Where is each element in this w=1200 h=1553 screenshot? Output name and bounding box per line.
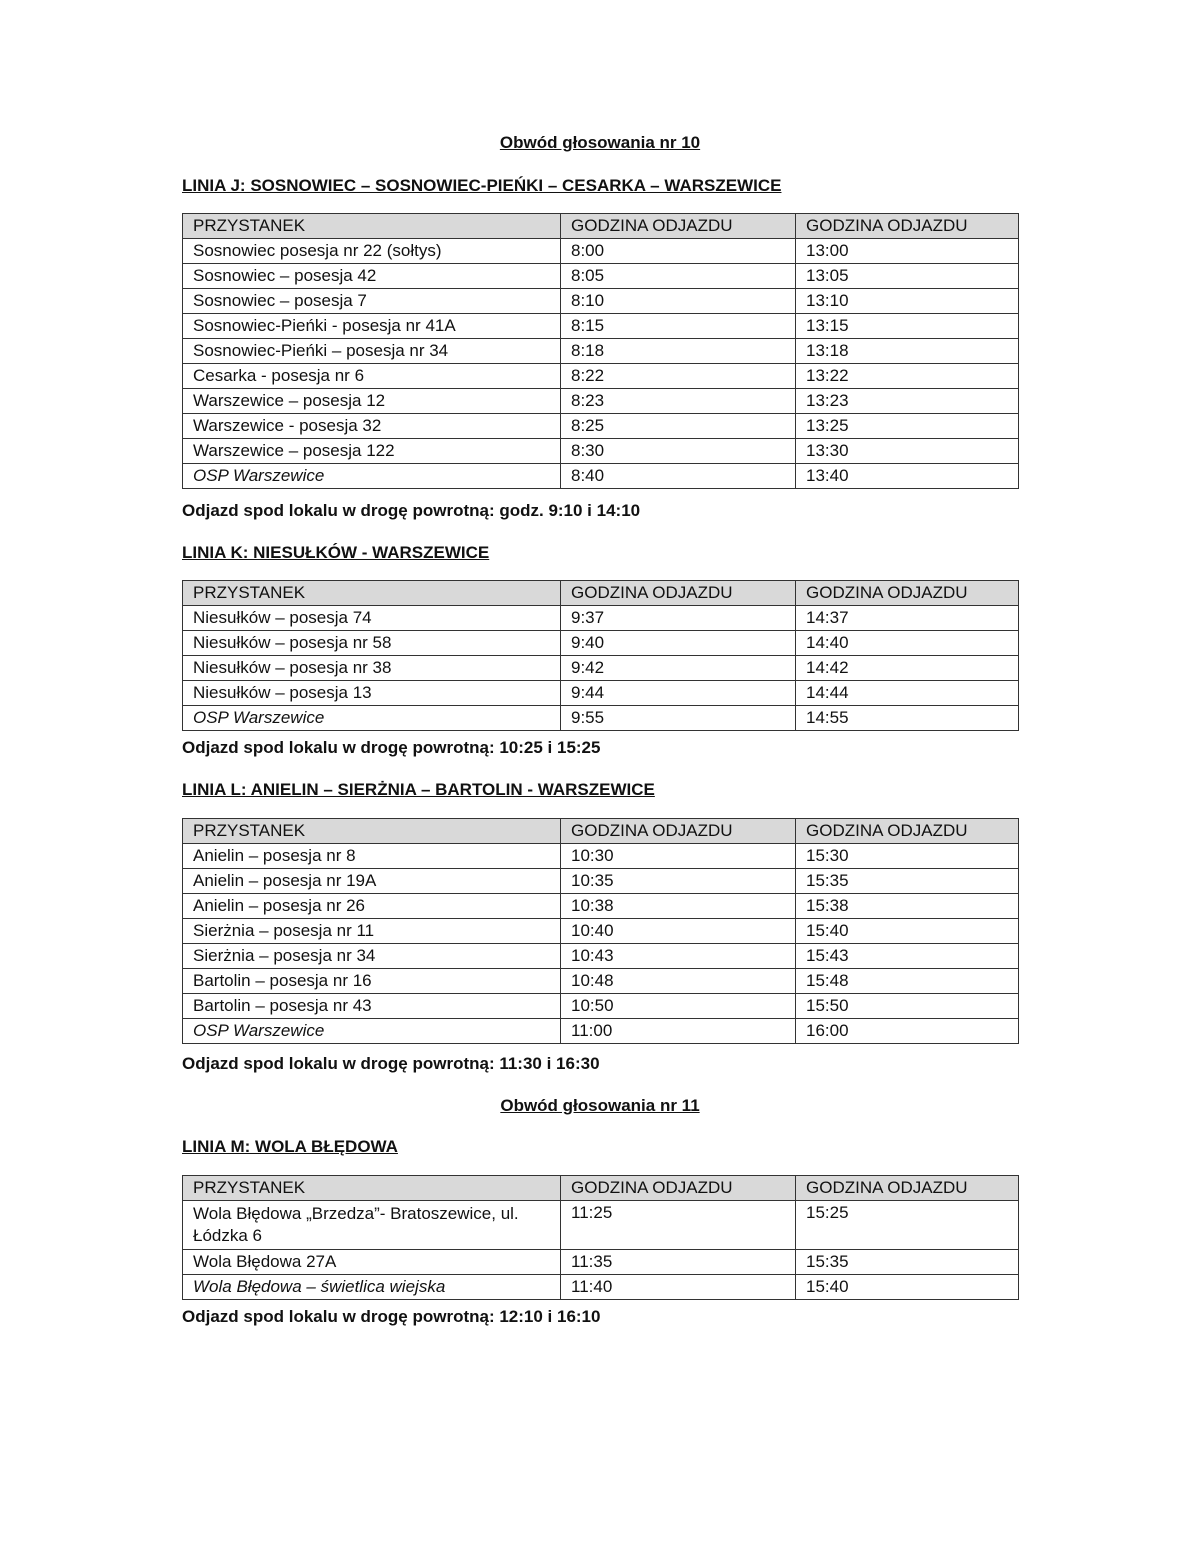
time-cell: 10:43 <box>561 944 796 969</box>
time-cell: 10:35 <box>561 869 796 894</box>
header-stop: PRZYSTANEK <box>183 214 561 239</box>
stop-cell: Niesułków – posesja nr 38 <box>183 656 561 681</box>
time-cell: 13:23 <box>796 389 1019 414</box>
time-cell: 10:38 <box>561 894 796 919</box>
table-row <box>183 1275 1019 1300</box>
stop-cell: Anielin – posesja nr 8 <box>183 844 561 869</box>
time-cell: 9:44 <box>561 681 796 706</box>
time-cell: 14:55 <box>796 706 1019 731</box>
header-departure: GODZINA ODJAZDU <box>796 819 1019 844</box>
line-title: LINIA J: SOSNOWIEC – SOSNOWIEC-PIEŃKI – CESARKA – WARSZEWICE <box>182 176 782 195</box>
stop-cell: Cesarka - posesja nr 6 <box>183 364 561 389</box>
time-cell: 8:40 <box>561 464 796 489</box>
table-row <box>183 264 1019 289</box>
stop-cell: Warszewice – posesja 122 <box>183 439 561 464</box>
time-cell: 8:25 <box>561 414 796 439</box>
time-cell: 15:38 <box>796 894 1019 919</box>
table-row <box>183 464 1019 489</box>
stop-cell: Warszewice – posesja 12 <box>183 389 561 414</box>
stop-cell: Niesułków – posesja nr 58 <box>183 631 561 656</box>
stop-cell: Sierżnia – posesja nr 34 <box>183 944 561 969</box>
time-cell: 11:25 <box>561 1201 796 1250</box>
stop-cell: Niesułków – posesja 13 <box>183 681 561 706</box>
table-row <box>183 439 1019 464</box>
time-cell: 15:50 <box>796 994 1019 1019</box>
time-cell: 10:40 <box>561 919 796 944</box>
table-row <box>183 1250 1019 1275</box>
table-row <box>183 606 1019 631</box>
time-cell: 14:37 <box>796 606 1019 631</box>
district-title: Obwód głosowania nr 10 <box>499 133 701 152</box>
time-cell: 14:42 <box>796 656 1019 681</box>
return-note: Odjazd spod lokalu w drogę powrotną: 12:10 i 16:10 <box>182 1307 601 1326</box>
table-row <box>183 844 1019 869</box>
stop-cell: OSP Warszewice <box>183 1019 561 1044</box>
table-row <box>183 706 1019 731</box>
header-departure: GODZINA ODJAZDU <box>796 1176 1019 1201</box>
table-row <box>183 1201 1019 1250</box>
header-departure: GODZINA ODJAZDU <box>561 1176 796 1201</box>
stop-cell: Wola Błędowa 27A <box>183 1250 561 1275</box>
header-departure: GODZINA ODJAZDU <box>796 581 1019 606</box>
time-cell: 13:05 <box>796 264 1019 289</box>
stop-cell: Niesułków – posesja 74 <box>183 606 561 631</box>
time-cell: 8:30 <box>561 439 796 464</box>
header-stop: PRZYSTANEK <box>183 581 561 606</box>
district-title: Obwód głosowania nr 11 <box>500 1096 700 1115</box>
table-header-row <box>183 214 1019 239</box>
header-departure: GODZINA ODJAZDU <box>561 214 796 239</box>
table-row <box>183 919 1019 944</box>
timetable <box>182 213 1019 489</box>
time-cell: 8:00 <box>561 239 796 264</box>
timetable <box>182 580 1019 731</box>
timetable <box>182 1175 1019 1300</box>
stop-cell: Sosnowiec – posesja 42 <box>183 264 561 289</box>
timetable <box>182 818 1019 1044</box>
line-title: LINIA K: NIESUŁKÓW - WARSZEWICE <box>182 543 490 562</box>
time-cell: 13:25 <box>796 414 1019 439</box>
stop-cell: Sierżnia – posesja nr 11 <box>183 919 561 944</box>
stop-cell: OSP Warszewice <box>183 464 561 489</box>
time-cell: 11:00 <box>561 1019 796 1044</box>
table-row <box>183 681 1019 706</box>
stop-cell: Wola Błędowa – świetlica wiejska <box>183 1275 561 1300</box>
time-cell: 9:40 <box>561 631 796 656</box>
stop-cell: Sosnowiec – posesja 7 <box>183 289 561 314</box>
stop-cell: Sosnowiec-Pieńki - posesja nr 41A <box>183 314 561 339</box>
stop-cell: Sosnowiec posesja nr 22 (sołtys) <box>183 239 561 264</box>
table-row <box>183 339 1019 364</box>
time-cell: 8:10 <box>561 289 796 314</box>
stop-cell: Wola Błędowa „Brzedza”- Bratoszewice, ul. Łódzka 6 <box>183 1201 561 1250</box>
header-departure: GODZINA ODJAZDU <box>561 581 796 606</box>
time-cell: 15:30 <box>796 844 1019 869</box>
table-row <box>183 869 1019 894</box>
time-cell: 14:40 <box>796 631 1019 656</box>
stop-cell: Bartolin – posesja nr 43 <box>183 994 561 1019</box>
table-row <box>183 364 1019 389</box>
stop-cell: Warszewice - posesja 32 <box>183 414 561 439</box>
table-row <box>183 239 1019 264</box>
table-row <box>183 289 1019 314</box>
time-cell: 11:35 <box>561 1250 796 1275</box>
table-row <box>183 389 1019 414</box>
time-cell: 15:43 <box>796 944 1019 969</box>
return-note: Odjazd spod lokalu w drogę powrotną: godz. 9:10 i 14:10 <box>182 501 641 520</box>
time-cell: 9:37 <box>561 606 796 631</box>
table-row <box>183 994 1019 1019</box>
time-cell: 9:55 <box>561 706 796 731</box>
return-note: Odjazd spod lokalu w drogę powrotną: 10:25 i 15:25 <box>182 738 601 757</box>
table-row <box>183 1019 1019 1044</box>
table-row <box>183 656 1019 681</box>
table-header-row <box>183 1176 1019 1201</box>
time-cell: 15:48 <box>796 969 1019 994</box>
line-title: LINIA L: ANIELIN – SIERŻNIA – BARTOLIN - WARSZEWICE <box>182 780 655 799</box>
time-cell: 15:25 <box>796 1201 1019 1250</box>
stop-cell: Anielin – posesja nr 26 <box>183 894 561 919</box>
table-row <box>183 969 1019 994</box>
line-title: LINIA M: WOLA BŁĘDOWA <box>182 1137 398 1156</box>
time-cell: 10:50 <box>561 994 796 1019</box>
time-cell: 15:40 <box>796 1275 1019 1300</box>
table-row <box>183 944 1019 969</box>
header-stop: PRZYSTANEK <box>183 819 561 844</box>
time-cell: 13:40 <box>796 464 1019 489</box>
stop-cell: OSP Warszewice <box>183 706 561 731</box>
table-row <box>183 894 1019 919</box>
stop-cell: Sosnowiec-Pieńki – posesja nr 34 <box>183 339 561 364</box>
time-cell: 15:40 <box>796 919 1019 944</box>
time-cell: 8:18 <box>561 339 796 364</box>
time-cell: 9:42 <box>561 656 796 681</box>
time-cell: 13:18 <box>796 339 1019 364</box>
time-cell: 13:00 <box>796 239 1019 264</box>
header-departure: GODZINA ODJAZDU <box>561 819 796 844</box>
time-cell: 15:35 <box>796 869 1019 894</box>
stop-cell: Anielin – posesja nr 19A <box>183 869 561 894</box>
time-cell: 13:10 <box>796 289 1019 314</box>
time-cell: 8:05 <box>561 264 796 289</box>
time-cell: 8:15 <box>561 314 796 339</box>
time-cell: 11:40 <box>561 1275 796 1300</box>
return-note: Odjazd spod lokalu w drogę powrotną: 11:30 i 16:30 <box>182 1054 600 1073</box>
time-cell: 13:22 <box>796 364 1019 389</box>
stop-cell: Bartolin – posesja nr 16 <box>183 969 561 994</box>
time-cell: 8:23 <box>561 389 796 414</box>
table-header-row <box>183 581 1019 606</box>
time-cell: 14:44 <box>796 681 1019 706</box>
table-row <box>183 631 1019 656</box>
header-stop: PRZYSTANEK <box>183 1176 561 1201</box>
time-cell: 10:30 <box>561 844 796 869</box>
time-cell: 15:35 <box>796 1250 1019 1275</box>
table-row <box>183 314 1019 339</box>
time-cell: 13:30 <box>796 439 1019 464</box>
table-header-row <box>183 819 1019 844</box>
header-departure: GODZINA ODJAZDU <box>796 214 1019 239</box>
time-cell: 10:48 <box>561 969 796 994</box>
time-cell: 13:15 <box>796 314 1019 339</box>
time-cell: 8:22 <box>561 364 796 389</box>
time-cell: 16:00 <box>796 1019 1019 1044</box>
table-row <box>183 414 1019 439</box>
